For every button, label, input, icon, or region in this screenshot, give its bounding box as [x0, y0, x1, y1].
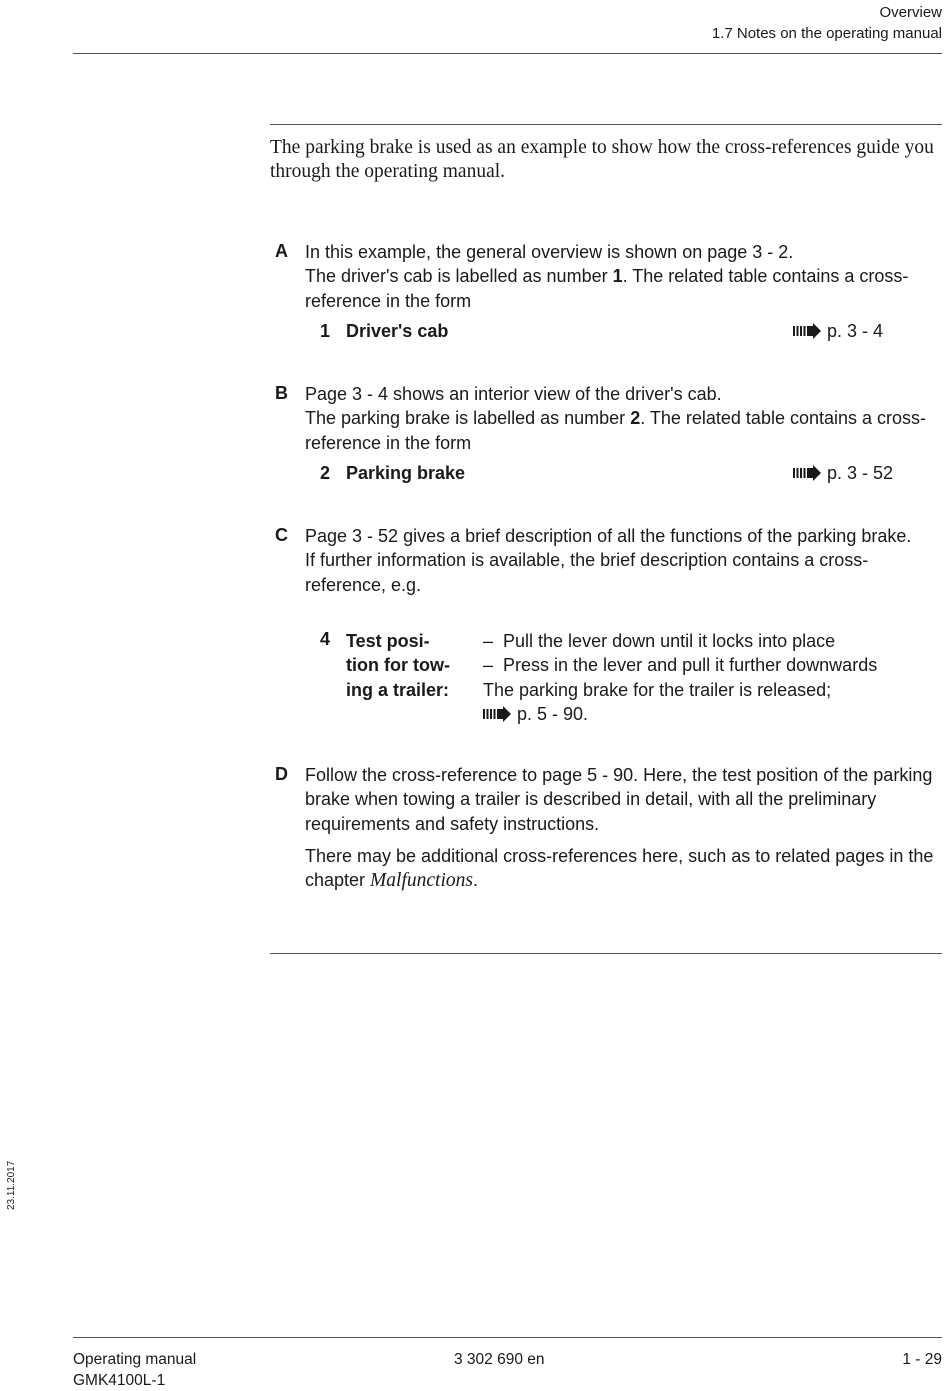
cross-reference-arrow-icon [483, 706, 511, 722]
step-a-line2-post: . The related table contains a cross-reference in the form [305, 266, 909, 311]
step-b-line2 [305, 406, 945, 455]
step-c-ref-label-line3: ing a trailer: [346, 679, 450, 700]
step-c-ref-label-line2: tion for tow- [346, 655, 450, 676]
footer-doc-type: Operating manual [73, 1351, 197, 1368]
footer-doc-number: 3 302 690 en [454, 1351, 545, 1368]
footer-left [73, 1349, 196, 1391]
step-c-line2: If further information is available, the brief description contains a cross-reference, e.g. [305, 550, 869, 595]
step-a-number: 1 [612, 266, 623, 287]
step-a-letter: A [275, 241, 288, 261]
cross-reference-arrow-icon [793, 465, 821, 481]
content-bottom-divider [270, 953, 942, 954]
step-b-cross-reference[interactable] [793, 463, 893, 484]
step-c-bullet-2-text: Press in the lever and pull it further downwards [503, 655, 878, 676]
header-chapter: Overview [879, 4, 942, 21]
step-c-ref-page: p. 5 - 90. [517, 703, 589, 724]
step-d-letter: D [275, 764, 288, 784]
step-b-ref-label: Parking brake [346, 463, 466, 483]
step-b-text [305, 382, 945, 455]
step-b-ref-number: 2 [320, 463, 331, 483]
step-b-ref-page: p. 3 - 52 [827, 463, 894, 483]
step-c-ref-number: 4 [320, 629, 331, 649]
step-d-chapter-name: Malfunctions [370, 870, 473, 892]
footer-model: GMK4100L-1 [73, 1372, 166, 1389]
step-a-text [305, 240, 945, 313]
header-section: 1.7 Notes on the operating manual [711, 25, 942, 42]
step-d-line2-pre: There may be additional cross-references here, such as to related pages in the chapter [305, 845, 934, 891]
step-b-number: 2 [630, 408, 641, 429]
step-b-letter: B [275, 383, 288, 403]
header [712, 2, 942, 44]
step-c-letter: C [275, 525, 288, 545]
step-c-bullet-1: – Pull the lever down until it locks into place [483, 631, 836, 651]
step-a-line2 [305, 264, 945, 313]
step-c-result: The parking brake for the trailer is released; [483, 679, 832, 700]
side-date: 23.11.2017 [6, 1160, 17, 1210]
step-c-line1: Page 3 - 52 gives a brief description of all the functions of the parking brake. [305, 526, 912, 546]
step-c-bullet-1-text: Pull the lever down until it locks into place [503, 631, 836, 651]
step-d-text [305, 763, 945, 893]
footer-page-number: 1 - 29 [902, 1351, 942, 1368]
step-a-ref-page: p. 3 - 4 [827, 321, 884, 341]
step-c-ref-description [483, 629, 943, 726]
cross-reference-arrow-icon [793, 323, 821, 339]
step-c-ref-label [346, 629, 450, 702]
footer-divider [73, 1337, 942, 1338]
step-c-cross-reference[interactable] [483, 702, 943, 726]
step-d-line2 [305, 844, 945, 894]
step-d-line2-post: . [472, 870, 478, 891]
header-divider [73, 53, 942, 54]
step-a-line2-pre: The driver's cab is labelled as number [305, 266, 613, 287]
content-top-divider [270, 124, 942, 125]
intro-paragraph: The parking brake is used as an example to show how the cross-references guide you through the operating manual. [270, 137, 934, 182]
step-c-text [305, 524, 945, 597]
step-c-ref-label-line1: Test posi- [346, 631, 430, 651]
step-b-line2-post: . The related table contains a cross-reference in the form [305, 408, 927, 453]
step-c-bullet-2: – Press in the lever and pull it further downwards [483, 655, 878, 676]
step-a-ref-label: Driver's cab [346, 321, 449, 341]
step-a-cross-reference[interactable] [793, 321, 883, 342]
step-b-line1: Page 3 - 4 shows an interior view of the driver's cab. [305, 384, 722, 404]
step-b-line2-pre: The parking brake is labelled as number [305, 408, 631, 429]
step-a-ref-number: 1 [320, 321, 331, 341]
step-d-line1: Follow the cross-reference to page 5 - 90. Here, the test position of the parking brake when towing a trailer is described in detail, with all the preliminary requirements and safety instructions. [305, 765, 933, 834]
step-a-line1: In this example, the general overview is shown on page 3 - 2. [305, 242, 794, 262]
